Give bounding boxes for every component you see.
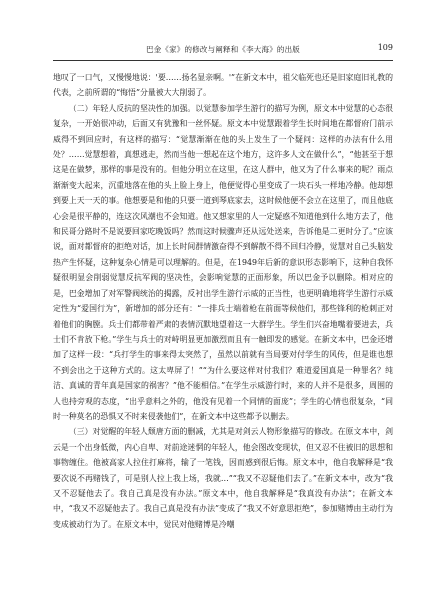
page-number: 109: [377, 43, 393, 52]
body-text: [53, 70, 393, 532]
paragraph-section-3: （三）对觉醒的年轻人颓唐方面的删减，尤其是对剑云人物形象描写的修改。在原文本中，剑云是一个出身低微，内心自卑、对前途迷惘的年轻人，他会图改变现状，但又忍不住被旧的思想和事物缠住。他被高家人拉住打麻将，输了一笔钱，因而感到很后悔。原文本中，他自我解释是“我要次说不再赌钱了，可是别人拉上我上场，我就…”“我又不忍疑他们去了。”在新文本中，改为“我又不忍疑他去了。我自己真是没有办法。”原文本中，他自我解释是“我真没有办法”；在新文本中，“我又不忍疑他去了。我自己真是没有办法”变成了“我又不好意思拒绝”，参加赌博由主动行为变成被动行为了。在原文本中，觉民对他赌博是冷嘲: [53, 427, 393, 529]
paragraph-section-2: （二）年轻人反抗的坚决性的加强。以觉慧参加学生游行的描写为例，原文本中觉慧的心态很复杂，一开始很冲动，后面又有犹豫和一丝怀疑。原文本中觉慧跟着学生长时间地在都督府门前示威得不到回应时，有这样的描写：“觉慧渐渐在他的头上发生了一个疑问：这样的办法有什么用处？……觉慧想着，真想逃走，然而当他一想起在这个地方，这许多人文在做什么”，“他甚至于想这是在做梦，那样的事是没有的。但他分明立在这里，在这人群中，他又为了什么事来的呢？雨点渐渐变大起来，沉重地落在他的头上脸上身上，他便觉得心里变成了一块石头一样地冷静。他却想到要上天一天的事。他想要是和他的只要一道到琴底家去，这时候他便不会立在这里了，而且他底心会是很平静的，连这次风潮也不会知道。他又想家里的人一定疑惑不知道他到什么地方去了，他和民哥分路时不是说要回家吃晚饭吗？然而这时候骤声还从远处送来，告诉他是二更时分了。”应该说，面对都督府的拒绝对话，加上长时间群情激奋得不到解散不得不回归冷静，觉慧对自己头脑发热产生怀疑，这种复杂心情是可以理解的。但是，在1949年后新的意识形态影响下，这种自我怀疑很明显会削弱觉慧反抗军阀的坚决性，会影响觉慧的正面形象，所以巴金予以删除。相对应的是，巴金增加了对军警阀统治的揭露，反衬出学生游行示威的正当性，也更明确地将学生游行示威定性为“爱国行为”，新增加的部分还有：“一排兵士端着枪在前面等候他们，那些锋利的枪刺正对着他们的胸膛。兵士们都带着严肃的表情沉默地望着这一大群学生。学生们兴奋地嘴着要进去，兵士们不肯放下枪。”学生与兵士的对峙明显更加激烈而且有一触即发的感觉。在新文本中，巴金还增加了这样一段：“兵打学生的事来得太突然了，虽然以前就有当局要对付学生的风传，但是谁也想不到会出之于这种方式的。这太卑屏了！”“为什么要这样对付我们？难道爱国真是一种罪名？纯洁、真诚的青年真是国家的祸害？”他不能相信。”在学生示威游行时，来的人并不是很多，周围的人也持旁观的态度，“出乎意料之外的，他没有见着一个同情的面庞”；学生的心情也很复杂，“同时一种莫名的恐惧又不时来侵袭他们”，在新文本中这些都予以删去。: [53, 103, 393, 421]
running-header: [53, 42, 393, 61]
paragraph-continuation: 地叹了一口气，又慢慢地说：'要……扬名显亲啊。'”在新文本中，祖父临死也还是旧家庭旧礼教的代表，之前所谓的“悔悟”分量被大大削弱了。: [53, 73, 393, 98]
running-title: 巴金《家》的修改与阐释和《李大海》的出版: [146, 45, 300, 54]
